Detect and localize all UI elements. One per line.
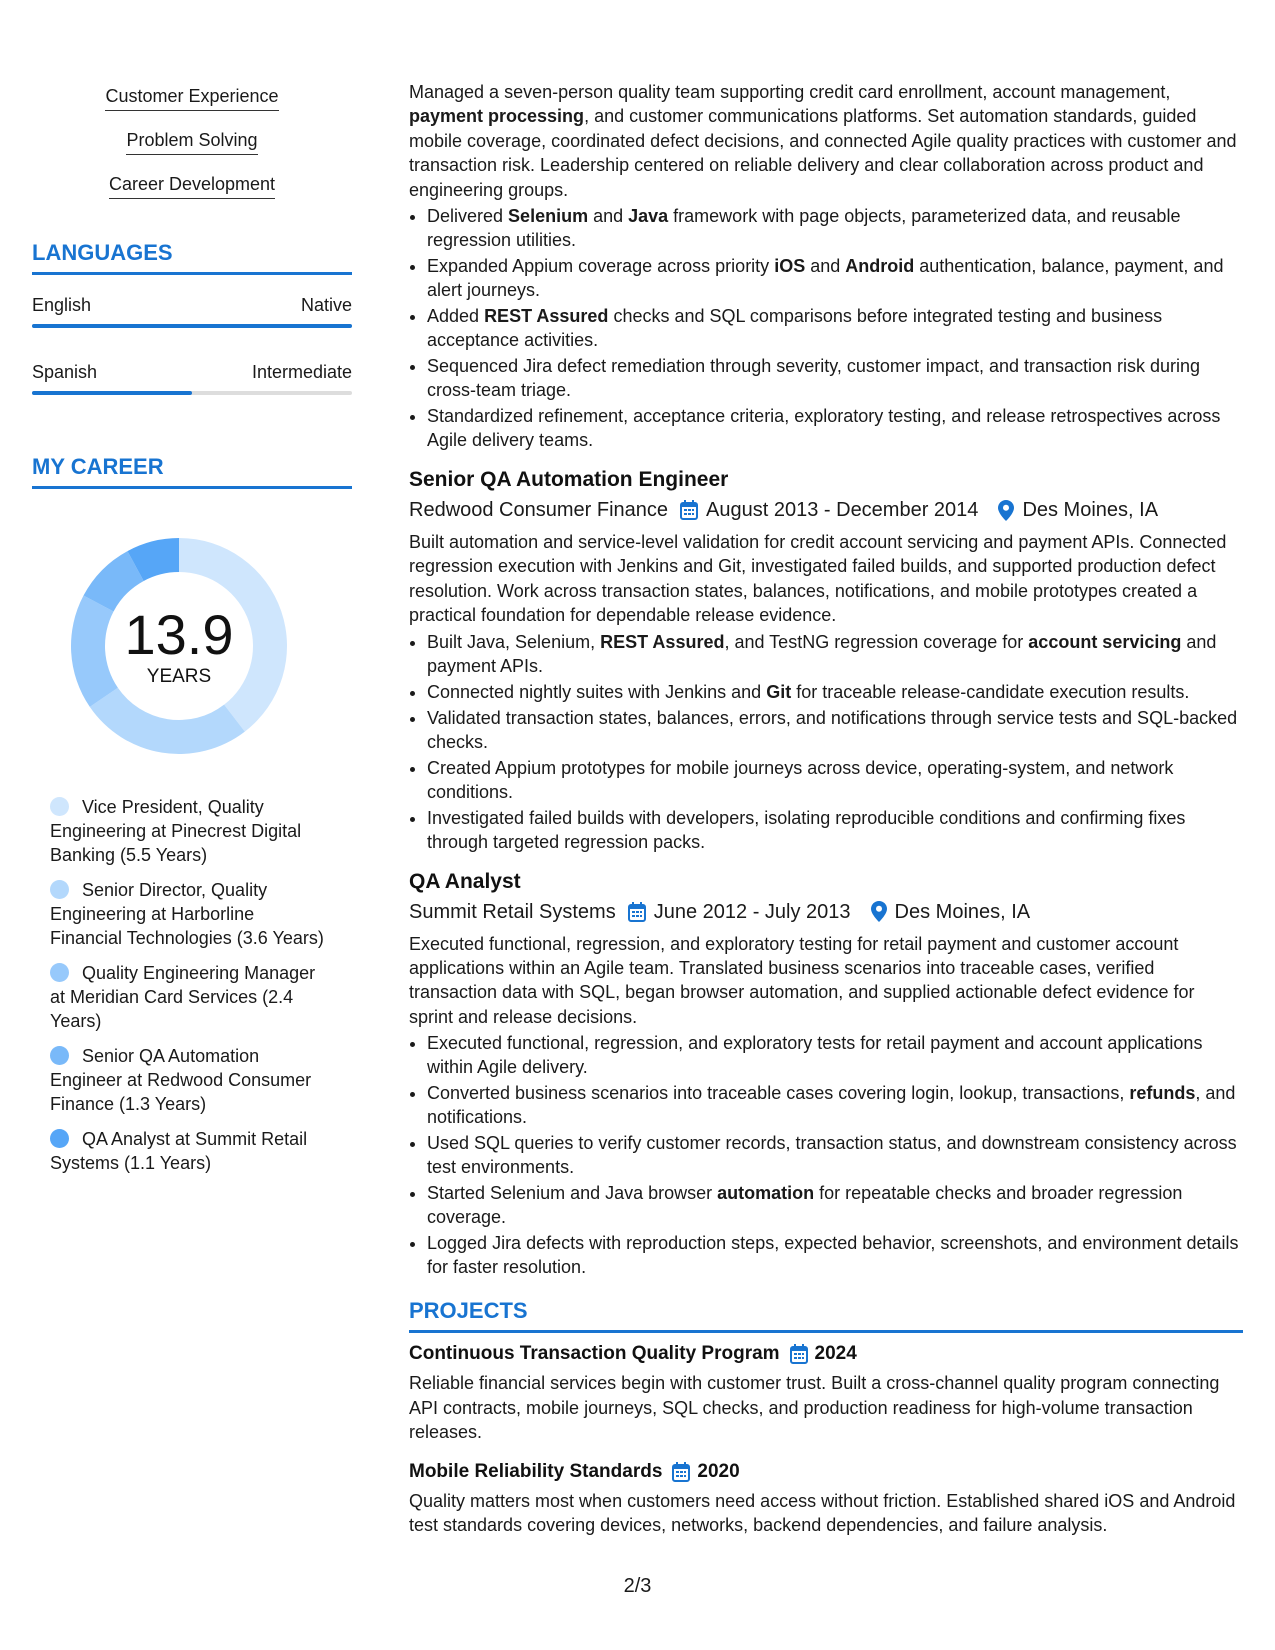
project-entry — [409, 1459, 1243, 1538]
project-description: Reliable financial services begin with customer trust. Built a cross-channel quality program connecting API contracts, mobile journeys, SQL checks, and production readiness for high-volume transaction releases. — [409, 1373, 1220, 1443]
language-item — [32, 293, 352, 328]
job-dates: June 2012 - July 2013 — [653, 900, 851, 923]
language-level: Native — [300, 295, 352, 315]
language-item — [32, 360, 352, 395]
skill-item — [32, 84, 352, 111]
career-total-unit: YEARS — [146, 666, 212, 687]
language-level-fill — [32, 391, 192, 395]
legend-item — [50, 1127, 328, 1175]
bullet-item: • Validated transaction states, balances, errors, and notifications through service tests and SQL-backed checks. — [427, 706, 1243, 754]
job-meta — [409, 496, 1243, 524]
job-title: QA Analyst — [409, 869, 521, 893]
legend-label: Senior Director, Quality Engineering at Harborline Financial Technologies (3.6 Years) — [50, 880, 324, 948]
calendar-icon — [672, 1462, 690, 1482]
job-location: Des Moines, IA — [894, 900, 1031, 923]
job-dates: August 2013 - December 2014 — [706, 499, 979, 522]
career-legend — [50, 795, 328, 1175]
job-title: Senior QA Automation Engineer — [409, 468, 729, 492]
skill-item — [32, 172, 352, 199]
bullet-item: • Logged Jira defects with reproduction steps, expected behavior, screenshots, and environment details for faster resolution. — [427, 1231, 1243, 1279]
bullet-item: • Added REST Assured checks and SQL comparisons before integrated testing and business acceptance activities. — [427, 304, 1243, 352]
bullet-item: • Executed functional, regression, and exploratory tests for retail payment and account applications within Agile delivery. — [427, 1031, 1243, 1079]
legend-dot — [50, 963, 69, 982]
job-entry — [409, 868, 1243, 1280]
language-level-bar — [32, 391, 352, 395]
career-heading: MY CAREER — [32, 453, 352, 489]
career-total — [66, 533, 292, 759]
project-header — [409, 1341, 1243, 1367]
languages-list — [32, 293, 352, 395]
skill-label: Problem Solving — [126, 128, 257, 155]
legend-item — [50, 878, 328, 950]
job-entry — [409, 466, 1243, 854]
project-year: 2020 — [697, 1460, 740, 1482]
project-description: Quality matters most when customers need access without friction. Established shared iOS and Android test standards covering devices, networks, backend dependencies, and failure analysis. — [409, 1490, 1236, 1535]
language-name: Spanish — [32, 362, 98, 382]
language-level: Intermediate — [251, 362, 352, 382]
job-description: Executed functional, regression, and exploratory testing for retail payment and customer account applications within an Agile team. Translated business scenarios into traceable cases, verified transaction data with SQL, began browser automation, and supplied actionable defect evidence for sprint and release decisions. — [409, 933, 1195, 1027]
main-content — [409, 80, 1243, 1551]
calendar-icon — [628, 902, 646, 922]
project-year: 2024 — [814, 1343, 857, 1365]
map-pin-icon — [871, 901, 887, 922]
map-pin-icon — [998, 500, 1014, 521]
legend-dot — [50, 880, 69, 899]
legend-label: Senior QA Automation Engineer at Redwood Consumer Finance (1.3 Years) — [50, 1046, 312, 1114]
legend-item — [50, 961, 328, 1033]
job-meta — [409, 898, 1243, 926]
page-number: 2/3 — [623, 1575, 652, 1597]
role-bullets — [409, 204, 1243, 452]
legend-item — [50, 795, 328, 867]
project-title: Mobile Reliability Standards — [409, 1460, 663, 1482]
job-company: Redwood Consumer Finance — [409, 499, 669, 522]
bullet-item: • Built Java, Selenium, REST Assured, and TestNG regression coverage for account servicing and payment APIs. — [427, 630, 1243, 678]
job-description: Built automation and service-level validation for credit account servicing and payment APIs. Connected regression execution with Jenkins and Git, investigated failed builds, and supported production defect resolution. Work across transaction states, balances, notifications, and mobile prototypes created a practical foundation for dependable release evidence. — [409, 532, 1227, 626]
legend-dot — [50, 1129, 69, 1148]
job-company: Summit Retail Systems — [409, 900, 616, 923]
calendar-icon — [790, 1344, 808, 1364]
skill-item — [32, 128, 352, 155]
legend-dot — [50, 1046, 69, 1065]
languages-heading: LANGUAGES — [32, 239, 352, 275]
job-bullets — [409, 1031, 1243, 1279]
bullet-item: • Created Appium prototypes for mobile journeys across device, operating-system, and network conditions. — [427, 756, 1243, 804]
bullet-item: • Sequenced Jira defect remediation through severity, customer impact, and transaction risk during cross-team triage. — [427, 354, 1243, 402]
bullet-item: • Converted business scenarios into traceable cases covering login, lookup, transactions, refunds, and notifications. — [427, 1081, 1243, 1129]
legend-label: Vice President, Quality Engineering at Pinecrest Digital Banking (5.5 Years) — [50, 797, 302, 865]
legend-item — [50, 1044, 328, 1116]
language-level-fill — [32, 324, 352, 328]
role-description: Managed a seven-person quality team supporting credit card enrollment, account management, payment processing, and customer communications platforms. Set automation standards, guided mobile coverage, coordinated defect decisions, and connected Agile quality practices with customer and transaction risk. Leadership centered on reliable delivery and clear collaboration across product and engineering groups. — [409, 82, 1237, 200]
skills-list — [32, 84, 352, 199]
bullet-item: • Connected nightly suites with Jenkins and Git for traceable release-candidate execution results. — [427, 680, 1243, 704]
language-level-bar — [32, 324, 352, 328]
projects-heading: PROJECTS — [409, 1297, 1243, 1333]
calendar-icon — [680, 500, 698, 520]
project-header — [409, 1459, 1243, 1485]
job-bullets — [409, 630, 1243, 854]
career-donut-chart — [66, 533, 292, 759]
bullet-item: • Delivered Selenium and Java framework with page objects, parameterized data, and reusable regression utilities. — [427, 204, 1243, 252]
bullet-item: • Started Selenium and Java browser automation for repeatable checks and broader regression coverage. — [427, 1181, 1243, 1229]
bullet-item: • Used SQL queries to verify customer records, transaction status, and downstream consistency across test environments. — [427, 1131, 1243, 1179]
bullet-item: • Expanded Appium coverage across priority iOS and Android authentication, balance, payment, and alert journeys. — [427, 254, 1243, 302]
legend-label: QA Analyst at Summit Retail Systems (1.1 Years) — [50, 1129, 308, 1173]
language-name: English — [32, 295, 92, 315]
project-title: Continuous Transaction Quality Program — [409, 1343, 780, 1365]
bullet-item: • Standardized refinement, acceptance criteria, exploratory testing, and release retrospectives across Agile delivery teams. — [427, 404, 1243, 452]
project-entry — [409, 1341, 1243, 1444]
skill-label: Customer Experience — [105, 84, 278, 111]
legend-dot — [50, 797, 69, 816]
skill-label: Career Development — [109, 172, 275, 199]
job-location: Des Moines, IA — [1022, 499, 1159, 522]
bullet-item: • Investigated failed builds with developers, isolating reproducible conditions and confirming fixes through targeted regression packs. — [427, 806, 1243, 854]
sidebar — [32, 84, 352, 1186]
career-total-value: 13.9 — [124, 603, 234, 666]
legend-label: Quality Engineering Manager at Meridian Card Services (2.4 Years) — [50, 963, 316, 1031]
